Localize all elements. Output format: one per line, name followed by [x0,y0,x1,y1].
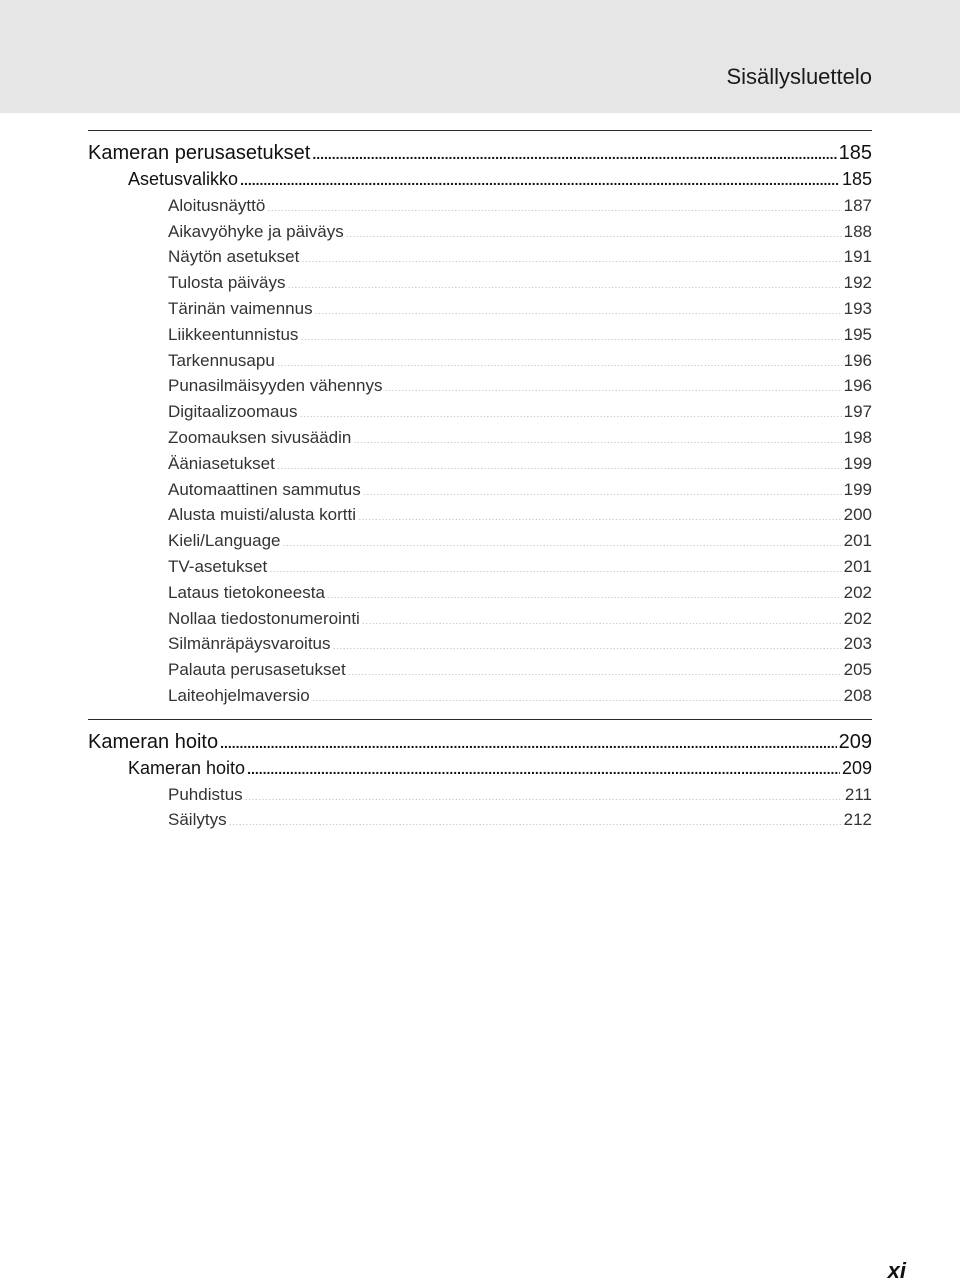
toc-entry-title: TV-asetukset [168,556,268,576]
toc-entry-page: 202 [843,582,872,602]
toc-item-entry[interactable] [88,606,872,632]
dot-leader [362,607,842,624]
toc-entry-title: Aloitusnäyttö [168,195,266,215]
toc-item-entry[interactable] [88,451,872,477]
table-of-contents [88,130,872,843]
dot-leader [346,220,842,237]
toc-entry-page: 209 [841,757,872,778]
toc-entry-page: 196 [843,350,872,370]
toc-item-entry[interactable] [88,193,872,219]
toc-entry-title: Nollaa tiedostonumerointi [168,608,360,628]
toc-entry-page: 198 [843,427,872,447]
toc-entry-page: 187 [843,195,872,215]
toc-entry-title: Punasilmäisyyden vähennys [168,376,383,396]
toc-item-entry[interactable] [88,399,872,425]
toc-item-entry[interactable] [88,502,872,528]
page-header [0,0,960,113]
dot-leader [333,632,842,649]
toc-item-entry[interactable] [88,554,872,580]
toc-entry-title: Tarkennusapu [168,350,275,370]
toc-entry-page: 201 [843,531,872,551]
toc-entry-title: Näytön asetukset [168,247,300,267]
toc-entry-title: Kameran perusasetukset [88,142,311,164]
toc-item-entry[interactable] [88,270,872,296]
dot-leader [363,478,842,495]
toc-entry-title: Liikkeentunnistus [168,324,299,344]
dot-leader [358,503,842,520]
toc-item-entry[interactable] [88,683,872,709]
dot-leader [287,271,841,288]
toc-entry-page: 209 [838,730,872,753]
toc-entry-title: Asetusvalikko [128,169,239,189]
toc-section [88,131,872,709]
toc-entry-title: Kieli/Language [168,531,281,551]
toc-entry-title: Tärinän vaimennus [168,298,313,318]
dot-leader [277,452,842,469]
toc-entry-page: 212 [843,810,872,830]
dot-leader [267,194,841,211]
toc-entry-title: Silmänräpäysvaroitus [168,634,331,654]
dot-leader [299,400,841,417]
toc-entry-page: 199 [843,479,872,499]
toc-item-entry[interactable] [88,657,872,683]
toc-entry-title: Kameran hoito [128,757,246,778]
dot-leader [327,581,842,598]
toc-chapter-entry[interactable] [88,139,872,167]
dot-leader [348,658,842,675]
toc-entry-title: Digitaalizoomaus [168,402,298,422]
dot-leader [301,245,841,262]
toc-entry-page: 205 [843,660,872,680]
toc-entry-page: 195 [843,324,872,344]
toc-item-entry[interactable] [88,580,872,606]
dot-leader [277,349,842,366]
dot-leader [240,167,840,185]
toc-item-entry[interactable] [88,807,872,833]
toc-entry-title: Lataus tietokoneesta [168,582,325,602]
toc-chapter-entry[interactable] [88,728,872,756]
dot-leader [353,426,841,443]
toc-entry-title: Laiteohjelmaversio [168,685,310,705]
toc-entry-page: 196 [843,376,872,396]
toc-entry-page: 211 [844,784,872,804]
dot-leader [269,555,841,572]
dot-leader [312,139,836,159]
toc-entry-page: 201 [843,556,872,576]
toc-item-entry[interactable] [88,425,872,451]
toc-entry-page: 203 [843,634,872,654]
toc-entry-page: 202 [843,608,872,628]
toc-item-entry[interactable] [88,322,872,348]
dot-leader [300,323,841,340]
toc-entry-page: 197 [843,402,872,422]
toc-entry-title: Aikavyöhyke ja päiväys [168,221,344,241]
toc-item-entry[interactable] [88,477,872,503]
toc-item-entry[interactable] [88,348,872,374]
toc-subsection-entry[interactable] [88,756,872,782]
toc-entry-page: 193 [843,298,872,318]
toc-entry-page: 192 [843,273,872,293]
toc-item-entry[interactable] [88,528,872,554]
toc-entry-title: Ääniasetukset [168,453,275,473]
dot-leader [315,297,842,314]
dot-leader [247,756,840,774]
toc-entry-title: Tulosta päiväys [168,273,286,293]
toc-item-entry[interactable] [88,296,872,322]
dot-leader [282,529,841,546]
toc-entry-page: 188 [843,221,872,241]
toc-item-entry[interactable] [88,244,872,270]
toc-entry-page: 185 [841,169,872,189]
dot-leader [229,808,842,825]
toc-entry-page: 199 [843,453,872,473]
toc-entry-page: 185 [838,142,872,164]
toc-item-entry[interactable] [88,782,872,808]
toc-entry-title: Automaattinen sammutus [168,479,361,499]
page-number: xi [887,1258,906,1283]
toc-item-entry[interactable] [88,219,872,245]
toc-entry-title: Zoomauksen sivusäädin [168,427,352,447]
dot-leader [245,783,843,800]
toc-entry-title: Säilytys [168,810,227,830]
dot-leader [312,684,842,701]
toc-section [88,720,872,833]
toc-entry-title: Alusta muisti/alusta kortti [168,505,357,525]
header-title: Sisällysluettelo [726,64,872,89]
toc-entry-page: 200 [843,505,872,525]
toc-entry-page: 191 [843,247,872,267]
toc-entry-title: Puhdistus [168,784,243,804]
toc-entry-title: Palauta perusasetukset [168,660,346,680]
dot-leader [220,728,837,748]
dot-leader [385,374,842,391]
toc-subsection-entry[interactable] [88,167,872,193]
toc-item-entry[interactable] [88,631,872,657]
toc-entry-title: Kameran hoito [88,730,219,753]
toc-entry-page: 208 [843,685,872,705]
toc-item-entry[interactable] [88,373,872,399]
